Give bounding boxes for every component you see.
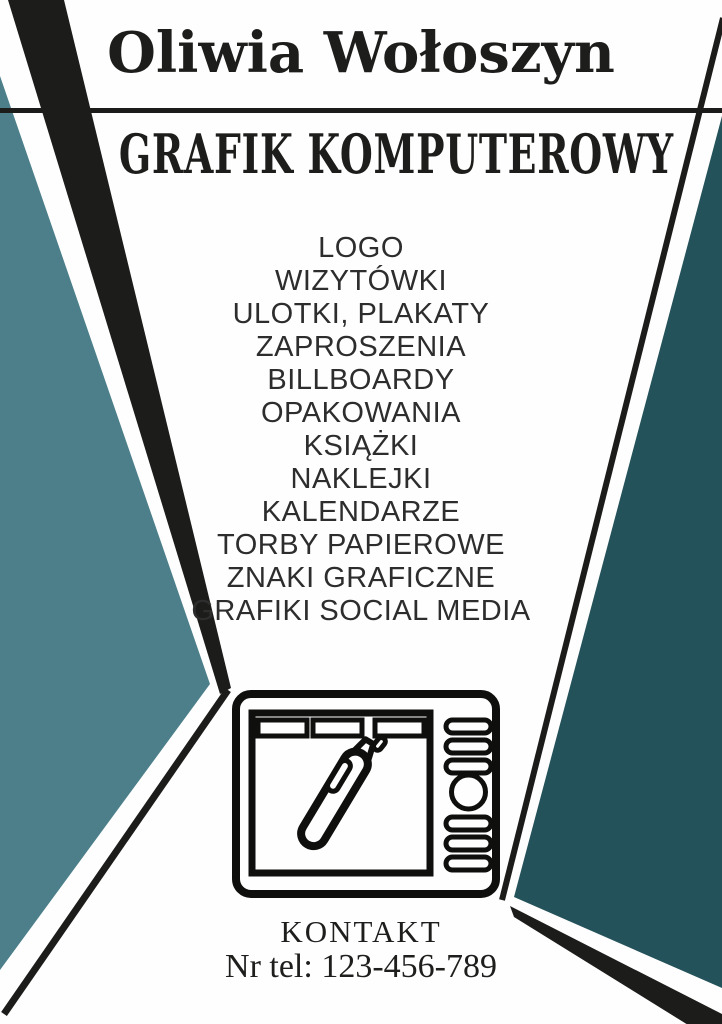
service-item: KALENDARZE: [261, 496, 461, 528]
services-list: [0, 232, 722, 628]
header-divider-line: [0, 108, 722, 113]
service-item: WIZYTÓWKI: [274, 265, 448, 297]
poster-role-band: [0, 122, 722, 186]
service-item: KSIĄŻKI: [303, 430, 419, 462]
service-item: GRAFIKI SOCIAL MEDIA: [191, 595, 531, 627]
tablet-body: [236, 694, 496, 894]
contact-phone-number: Nr tel: 123-456-789: [225, 948, 497, 985]
contact-heading: KONTAKT: [280, 914, 442, 949]
service-item: OPAKOWANIA: [261, 397, 461, 429]
graphics-tablet-icon: [231, 688, 501, 900]
poster-name: Oliwia Wołoszyn: [107, 20, 615, 86]
poster-role-title: GRAFIK KOMPUTEROWY: [118, 122, 674, 186]
service-item: ZNAKI GRAFICZNE: [226, 562, 496, 594]
service-item: LOGO: [318, 232, 404, 264]
service-item: NAKLEJKI: [290, 463, 432, 495]
service-item: BILLBOARDY: [267, 364, 455, 396]
service-item: ZAPROSZENIA: [255, 331, 467, 363]
service-item: ULOTKI, PLAKATY: [232, 298, 490, 330]
service-item: TORBY PAPIEROWE: [217, 529, 505, 561]
